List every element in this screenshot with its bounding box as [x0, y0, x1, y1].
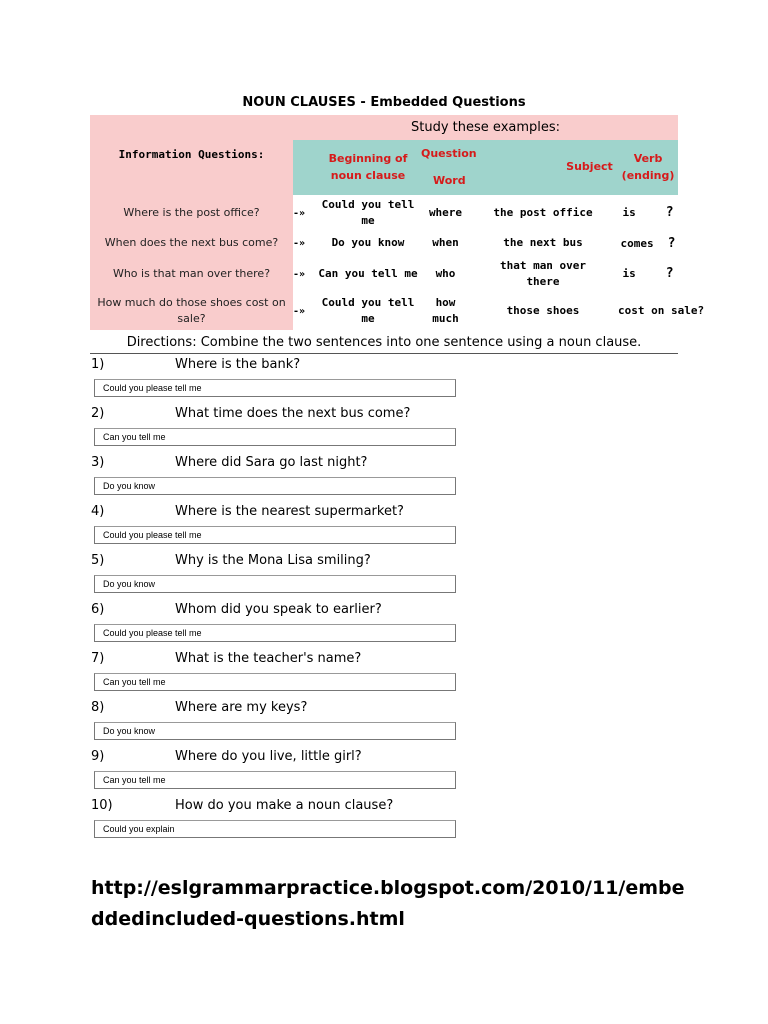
answer-field[interactable]: Do you know: [94, 575, 456, 593]
col-beginning-header: Beginning of noun clause: [313, 140, 423, 195]
exercise-question: How do you make a noun clause?: [175, 798, 394, 813]
example-row: Who is that man over there? -» Can you tell me who that man over there is ?: [90, 256, 678, 292]
col-subject-header: Subject: [561, 140, 618, 195]
directions-text: Directions: Combine the two sentences into one sentence using a noun clause.: [90, 333, 678, 354]
exercise-question: What time does the next bus come?: [175, 406, 411, 421]
exercise-question: Where do you live, little girl?: [175, 749, 362, 764]
example-row: When does the next bus come? -» Do you know when the next bus comes ?: [90, 231, 678, 256]
exercise-question: Whom did you speak to earlier?: [175, 602, 382, 617]
examples-table: [90, 115, 705, 330]
answer-field[interactable]: Could you explain: [94, 820, 456, 838]
page-title: NOUN CLAUSES - Embedded Questions: [242, 95, 526, 110]
col-info-header: Information Questions:: [90, 115, 293, 195]
col-question-word-header: Question Word: [423, 140, 561, 195]
exercise-number: 8): [91, 700, 105, 715]
exercise-question: Where are my keys?: [175, 700, 308, 715]
col-verb-header: Verb (ending): [618, 140, 678, 195]
answer-field[interactable]: Could you please tell me: [94, 379, 456, 397]
exercise-number: 10): [91, 798, 113, 813]
exercise-number: 3): [91, 455, 105, 470]
exercise-question: What is the teacher's name?: [175, 651, 362, 666]
answer-field[interactable]: Could you please tell me: [94, 624, 456, 642]
exercise-number: 6): [91, 602, 105, 617]
exercise-question: Where is the bank?: [175, 357, 301, 372]
exercise-number: 9): [91, 749, 105, 764]
answer-field[interactable]: Could you please tell me: [94, 526, 456, 544]
answer-field[interactable]: Do you know: [94, 722, 456, 740]
answer-field[interactable]: Can you tell me: [94, 428, 456, 446]
source-link[interactable]: http://eslgrammarpractice.blogspot.com/2010/11/embeddedincluded-questions.html: [91, 877, 685, 930]
exercise-number: 4): [91, 504, 105, 519]
exercise-number: 1): [91, 357, 105, 372]
exercise-number: 7): [91, 651, 105, 666]
answer-field[interactable]: Can you tell me: [94, 771, 456, 789]
exercise-question: Where is the nearest supermarket?: [175, 504, 404, 519]
answer-field[interactable]: Do you know: [94, 477, 456, 495]
answer-field[interactable]: Can you tell me: [94, 673, 456, 691]
exercise-question: Where did Sara go last night?: [175, 455, 368, 470]
example-row: Where is the post office? -» Could you tell me where the post office is ?: [90, 195, 678, 231]
study-examples-heading: Study these examples:: [293, 115, 678, 140]
example-row: How much do those shoes cost on sale? -» Could you tell me how much those shoes cost on sale?: [90, 292, 678, 330]
exercise-question: Why is the Mona Lisa smiling?: [175, 553, 371, 568]
exercise-number: 5): [91, 553, 105, 568]
exercise-number: 2): [91, 406, 105, 421]
